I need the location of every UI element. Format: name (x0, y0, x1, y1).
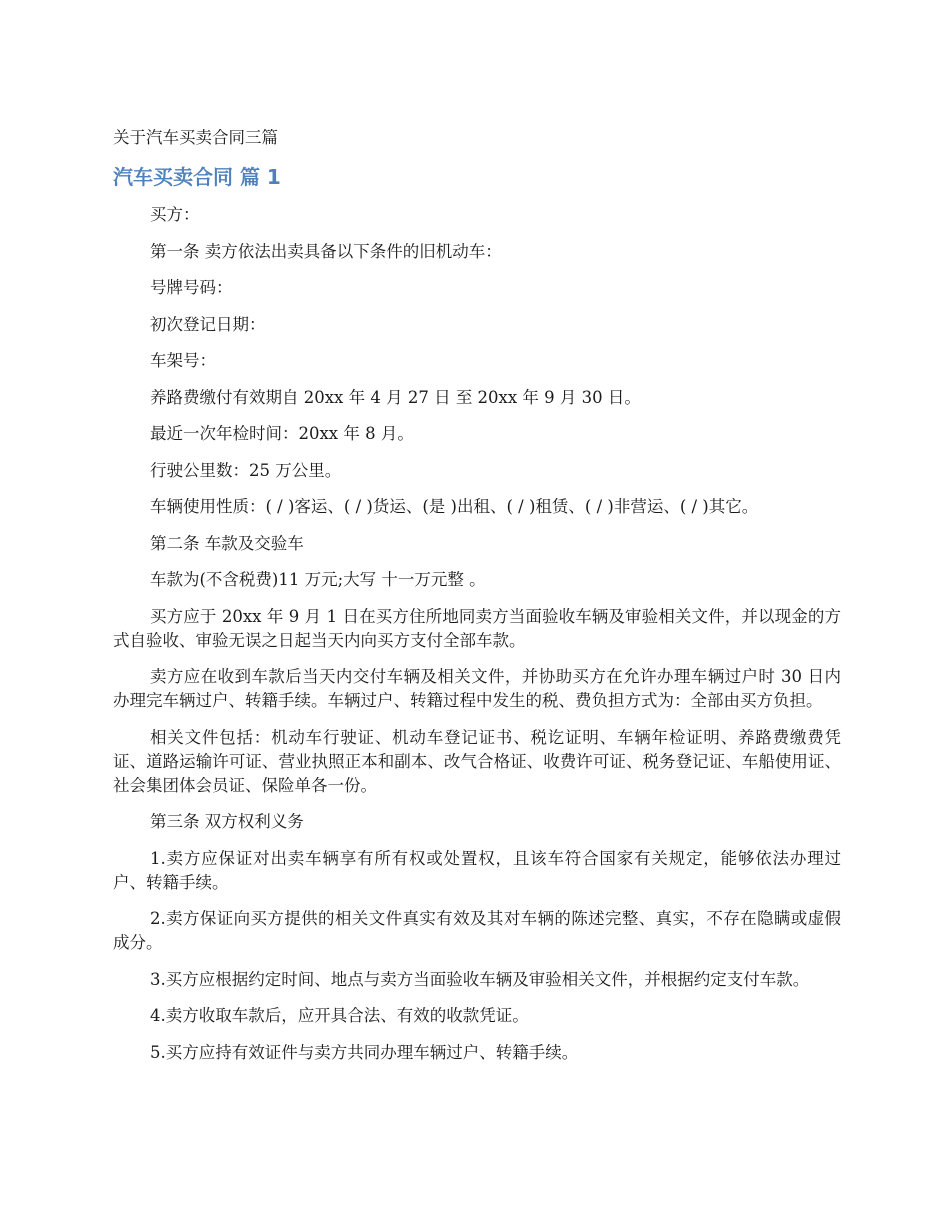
paragraph-article-2: 第二条 车款及交验车 (150, 533, 304, 553)
paragraph-buyer-payment: 买方应于 20xx 年 9 月 1 日在买方住所地同卖方当面验收车辆及审验相关文件，并以现金的方式自验收、审验无误之日起当天内向买方支付全部车款。 (113, 606, 841, 650)
paragraph-vin: 车架号： (150, 351, 216, 370)
paragraph-clause-5: 5.买方应持有效证件与卖方共同办理车辆过户、转籍手续。 (150, 1042, 579, 1062)
paragraph-price: 车款为(不含税费)11 万元;大写 十一万元整 。 (150, 570, 486, 589)
paragraph-usage-type: 车辆使用性质：( / )客运、( / )货运、(是 )出租、( / )租赁、( / )非营运、( / )其它。 (150, 497, 759, 516)
paragraph-mileage: 行驶公里数：25 万公里。 (150, 460, 342, 480)
paragraph-first-registration: 初次登记日期： (150, 314, 266, 334)
paragraph-road-fee: 养路费缴付有效期自 20xx 年 4 月 27 日 至 20xx 年 9 月 30 日。 (150, 387, 641, 407)
paragraph-article-3: 第三条 双方权利义务 (150, 812, 304, 831)
paragraph-clause-2: 2.卖方保证向买方提供的相关文件真实有效及其对车辆的陈述完整、真实，不存在隐瞒或虚假成分。 (113, 909, 841, 952)
paragraph-buyer: 买方： (150, 205, 200, 224)
paragraph-plate-number: 号牌号码： (150, 278, 233, 297)
paragraph-annual-inspection: 最近一次年检时间：20xx 年 8 月。 (150, 424, 414, 443)
paragraph-article-1: 第一条 卖方依法出卖具备以下条件的旧机动车： (150, 241, 502, 261)
paragraph-clause-1: 1.卖方应保证对出卖车辆享有所有权或处置权，且该车符合国家有关规定，能够依法办理过户、转籍手续。 (113, 848, 841, 892)
paragraph-clause-3: 3.买方应根据约定时间、地点与卖方当面验收车辆及审验相关文件，并根据约定支付车款。 (150, 969, 810, 989)
paragraph-seller-delivery: 卖方应在收到车款后当天内交付车辆及相关文件，并协助买方在允许办理车辆过户时 30 日内办理完车辆过户、转籍手续。车辆过户、转籍过程中发生的税、费负担方式为：全部由买方负担。 (113, 667, 841, 710)
section-heading: 汽车买卖合同 篇 1 (113, 165, 281, 189)
paragraph-related-documents: 相关文件包括：机动车行驶证、机动车登记证书、税讫证明、车辆年检证明、养路费缴费凭证、道路运输许可证、营业执照正本和副本、改气合格证、收费许可证、税务登记证、车船使用证、社会集团体会员证、保险单各一份。 (113, 727, 841, 795)
contract-body (113, 203, 841, 1077)
paragraph-clause-4: 4.卖方收取车款后，应开具合法、有效的收款凭证。 (150, 1006, 529, 1025)
document-title: 关于汽车买卖合同三篇 (113, 128, 278, 147)
